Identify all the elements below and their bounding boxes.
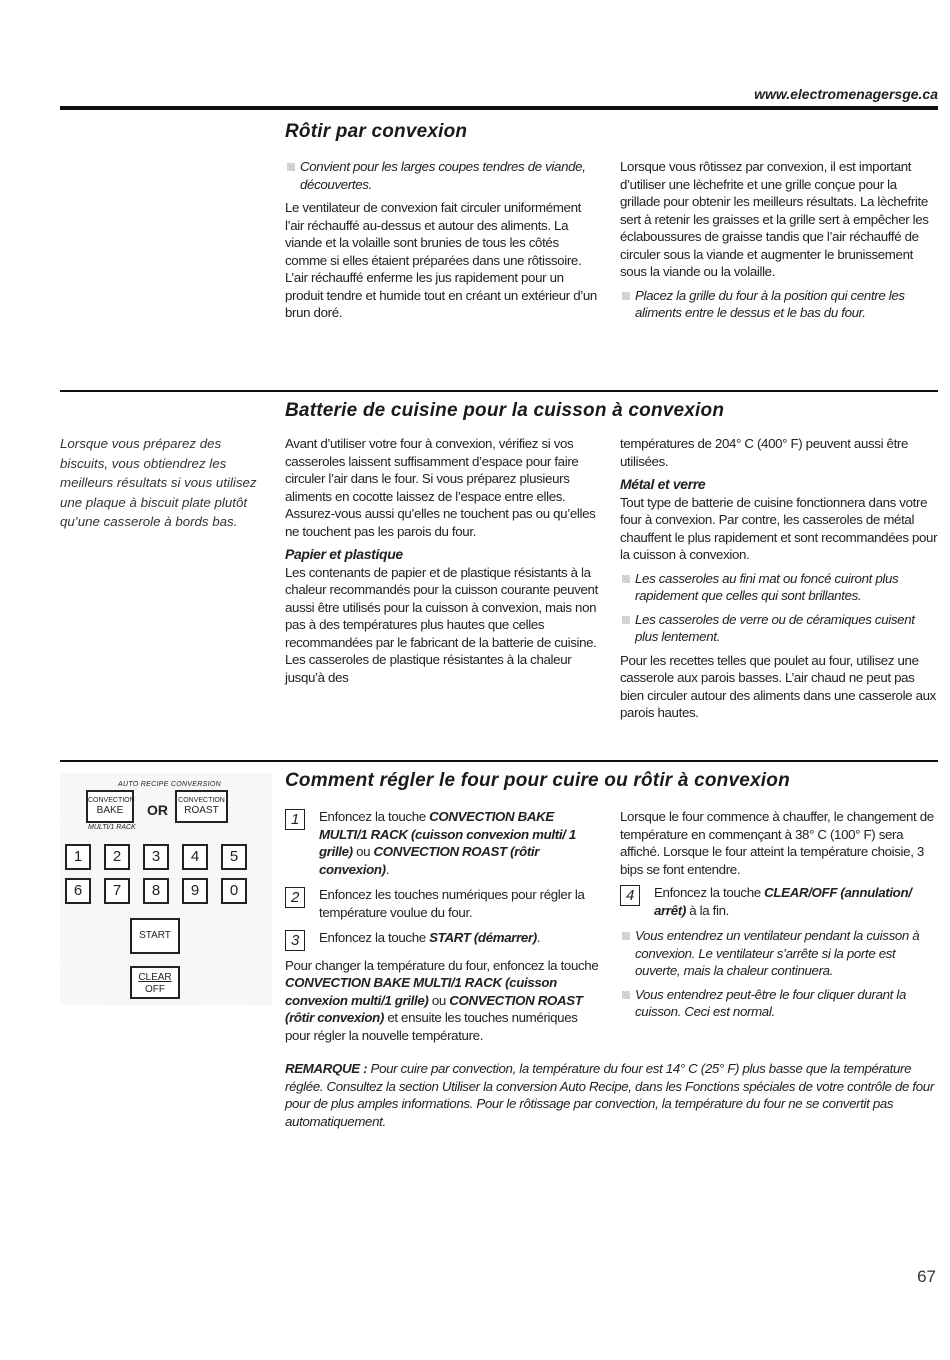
- list-item: Les casseroles de verre ou de céramiques cuisent plus lentement.: [620, 611, 938, 646]
- paragraph: Pour changer la température du four, enfoncez la touche CONVECTION BAKE MULTI/1 RACK (cuisson convexion multi/1 grille) ou CONVECTION ROAST (rôtir convexion) et ensuite les touches numériques pour régler la nouvelle température.: [285, 957, 599, 1043]
- paragraph: Lorsque le four commence à chauffer, le changement de température en commençant à 38° C (100° F) sera affiché. Lorsque le four atteint la température choisie, 3 bips se font entendre.: [620, 809, 934, 877]
- digit-key-5: 5: [221, 844, 247, 870]
- paragraph: Lorsque vous rôtissez par convexion, il est important d’utiliser une lèchefrite et une grille conçue pour la grillade pour obtenir les meilleurs résultats. La lèchefrite sert à retenir les graisses et la grille sert à empêcher les éclaboussures de graisse tandis que l’air réchauffé de circuler sous la viande et augmenter le brunissement sous la viande ou la volaille.: [620, 159, 929, 279]
- section-rule: [60, 760, 938, 762]
- paragraph: Tout type de batterie de cuisine fonctionnera dans votre four à convexion. Par contre, les casseroles de métal chauffent le plus rapidement et sont recommandées pour la cuisson à convexion.: [620, 494, 938, 562]
- list-item: Vous entendrez peut-être le four cliquer durant la cuisson. Ceci est normal.: [620, 986, 938, 1021]
- section-title-cookware: Batterie de cuisine pour la cuisson à convexion: [285, 400, 725, 421]
- header-rule: [60, 106, 938, 110]
- bullet-icon: [622, 932, 630, 940]
- bullet-icon: [287, 163, 295, 171]
- section1-right-column: [620, 158, 938, 328]
- step-number: 2: [285, 887, 305, 908]
- section-rule: [60, 390, 938, 392]
- digit-key-3: 3: [143, 844, 169, 870]
- list-item: Les casseroles au fini mat ou foncé cuiront plus rapidement que celles qui sont brillantes.: [620, 570, 938, 605]
- digit-key-4: 4: [182, 844, 208, 870]
- keypad-title: AUTO RECIPE CONVERSION: [118, 781, 221, 788]
- control-panel-illustration: [60, 773, 272, 1005]
- side-note: Lorsque vous préparez des biscuits, vous obtiendrez les meilleurs résultats si vous utilisez une plaque à biscuit plate plutôt qu’une casserole à bords bas.: [60, 436, 257, 529]
- subheading-metal-glass: Métal et verre: [620, 476, 706, 492]
- section2-right-column: [620, 435, 938, 728]
- section-title-setup: Comment régler le four pour cuire ou rôtir à convexion: [285, 770, 790, 791]
- step-number: 1: [285, 809, 305, 830]
- digit-key-0: 0: [221, 878, 247, 904]
- bullet-icon: [622, 575, 630, 583]
- step-number: 3: [285, 930, 305, 951]
- section1-left-column: [285, 158, 603, 328]
- digit-key-7: 7: [104, 878, 130, 904]
- digit-key-9: 9: [182, 878, 208, 904]
- section3-right-column: [620, 808, 938, 1027]
- website-url: www.electromenagersge.ca: [754, 86, 938, 102]
- convection-roast-button: CONVECTION ROAST: [175, 790, 228, 823]
- bullet-icon: [622, 292, 630, 300]
- section-title-roast: Rôtir par convexion: [285, 121, 468, 142]
- paragraph: Les contenants de papier et de plastique résistants à la chaleur recommandés pour la cuisson courante peuvent aussi être utilisés pour la cuisson à convexion, mais non pas à des températures plus hautes que celles recommandées par le fabricant de la batterie de cuisine. Les casseroles de plastique résistantes à la chaleur jusqu’à des: [285, 564, 598, 685]
- digit-key-2: 2: [104, 844, 130, 870]
- bullet-icon: [622, 991, 630, 999]
- or-label: OR: [147, 802, 168, 818]
- step-2: 2 Enfoncez les touches numériques pour régler la température voulue du four.: [285, 886, 603, 921]
- section3-left-column: [285, 808, 603, 1050]
- subheading-paper-plastic: Papier et plastique: [285, 546, 403, 562]
- note-text: Pour cuire par convection, la température du four est 14° C (25° F) plus basse que la température réglée. Consultez la section Utiliser la conversion Auto Recipe, dans les Fonctions spéciales de votre contrôle de four pour de plus amples informations. Pour le rôtissage par convection, la température du four ne se convertit pas automatiquement.: [285, 1061, 934, 1129]
- list-item: Vous entendrez un ventilateur pendant la cuisson à convexion. Le ventilateur s’arrête si la porte est ouverte, mais la chaleur continuera.: [620, 927, 938, 980]
- paragraph: Pour les recettes telles que poulet au four, utilisez une casserole aux parois basses. L’air chaud ne peut pas bien circuler autour des aliments dans une casserole aux parois hautes.: [620, 652, 936, 720]
- bullet-icon: [622, 616, 630, 624]
- step-4: 4 Enfoncez la touche CLEAR/OFF (annulation/ arrêt) à la fin.: [620, 884, 938, 919]
- step-1: 1 Enfoncez la touche CONVECTION BAKE MULTI/1 RACK (cuisson convexion multi/ 1 grille) ou CONVECTION ROAST (rôtir convexion).: [285, 808, 603, 878]
- start-key: START: [130, 918, 180, 954]
- digit-key-6: 6: [65, 878, 91, 904]
- paragraph: températures de 204° C (400° F) peuvent aussi être utilisées.: [620, 436, 909, 469]
- step-3: 3 Enfoncez la touche START (démarrer).: [285, 929, 603, 947]
- multi-rack-label: MULTI/1 RACK: [88, 824, 136, 831]
- step-number: 4: [620, 885, 640, 906]
- digit-key-8: 8: [143, 878, 169, 904]
- page-number: 67: [917, 1267, 936, 1286]
- clear-off-key: CLEAR OFF: [130, 966, 180, 999]
- digit-key-1: 1: [65, 844, 91, 870]
- convection-bake-button: CONVECTION BAKE: [86, 790, 134, 823]
- paragraph: Le ventilateur de convexion fait circuler uniformément l’air réchauffé au-dessus et autour des aliments. La viande et la volaille sont brunies de tous les côtés comme si elles étaient préparées dans une rôtissoire. L’air réchauffé enferme les jus rapidement pour un produit tendre et humide tout en créant un extérieur d’un brun doré.: [285, 200, 597, 320]
- note: [285, 1060, 937, 1130]
- section2-left-column: [285, 435, 603, 692]
- list-item: Convient pour les larges coupes tendres de viande, découvertes.: [285, 158, 603, 193]
- note-label: REMARQUE :: [285, 1061, 368, 1076]
- list-item: Placez la grille du four à la position qui centre les aliments entre le dessus et le bas du four.: [620, 287, 938, 322]
- paragraph: Avant d’utiliser votre four à convexion, vérifiez si vos casseroles laissent suffisamment d’espace pour faire circuler l’air dans le four. Si vous préparez plusieurs aliments en cocotte laissez de l’espace entre elles. Assurez-vous aussi qu’elles ne touchent pas ou qu’elles ne touchent pas les parois du four.: [285, 436, 596, 539]
